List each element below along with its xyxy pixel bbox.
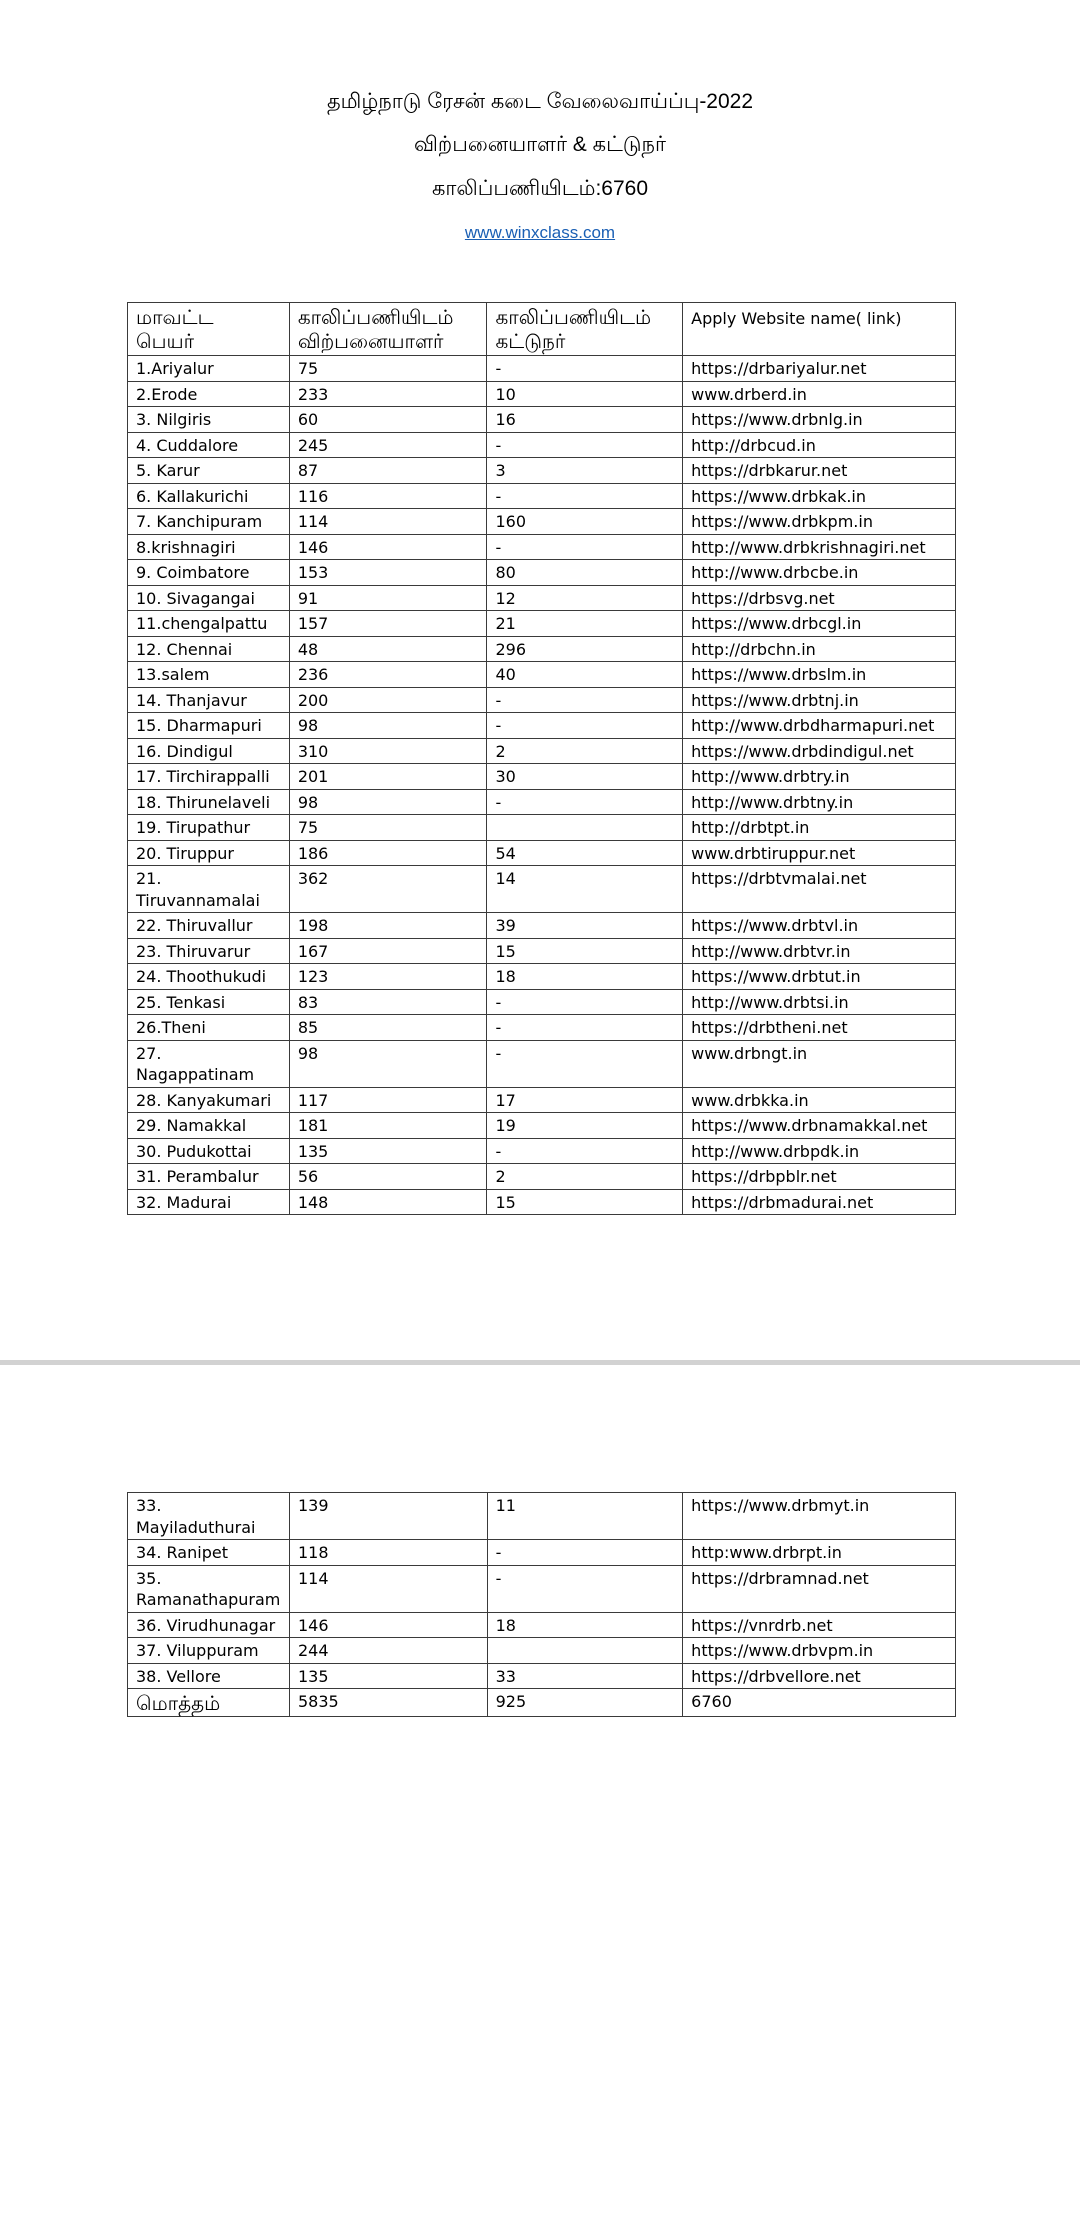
salesman-vacancies: 114 [289, 1565, 487, 1612]
district-name: 24. Thoothukudi [128, 964, 290, 990]
district-name: 36. Virudhunagar [128, 1612, 290, 1638]
salesman-vacancies: 123 [289, 964, 487, 990]
district-name: 34. Ranipet [128, 1540, 290, 1566]
table-row [128, 866, 956, 913]
apply-website-link[interactable]: https://www.drbdindigul.net [683, 738, 956, 764]
district-name: 11.chengalpattu [128, 611, 290, 637]
packer-vacancies: 40 [487, 662, 683, 688]
table-row [128, 687, 956, 713]
total-label: மொத்தம் [128, 1689, 290, 1717]
salesman-vacancies: 139 [289, 1493, 487, 1540]
apply-website-link[interactable]: https://www.drbkpm.in [683, 509, 956, 535]
district-name: 7. Kanchipuram [128, 509, 290, 535]
table-row [128, 662, 956, 688]
salesman-vacancies: 198 [289, 913, 487, 939]
apply-website-link[interactable]: https://drbramnad.net [683, 1565, 956, 1612]
district-name: 21. Tiruvannamalai [128, 866, 290, 913]
salesman-vacancies: 117 [289, 1087, 487, 1113]
apply-website-link[interactable]: http://www.drbkrishnagiri.net [683, 534, 956, 560]
salesman-vacancies: 186 [289, 840, 487, 866]
district-name: 38. Vellore [128, 1663, 290, 1689]
packer-vacancies: - [487, 1540, 683, 1566]
salesman-vacancies: 233 [289, 381, 487, 407]
apply-website-link[interactable]: https://www.drbnlg.in [683, 407, 956, 433]
salesman-vacancies: 167 [289, 938, 487, 964]
salesman-vacancies: 146 [289, 1612, 487, 1638]
district-name: 25. Tenkasi [128, 989, 290, 1015]
table-header-row [128, 303, 956, 356]
apply-website-link[interactable]: www.drbtiruppur.net [683, 840, 956, 866]
apply-website-link[interactable]: https://www.drbnamakkal.net [683, 1113, 956, 1139]
packer-vacancies: - [487, 789, 683, 815]
district-name: 4. Cuddalore [128, 432, 290, 458]
packer-vacancies: 54 [487, 840, 683, 866]
table-row [128, 840, 956, 866]
apply-website-link[interactable]: https://vnrdrb.net [683, 1612, 956, 1638]
apply-website-link[interactable]: https://drbtheni.net [683, 1015, 956, 1041]
table-row [128, 1087, 956, 1113]
table-row [128, 381, 956, 407]
apply-website-link[interactable]: http://www.drbtry.in [683, 764, 956, 790]
table-row [128, 636, 956, 662]
apply-website-link[interactable]: www.drbkka.in [683, 1087, 956, 1113]
table-row [128, 1493, 956, 1540]
table-row [128, 1540, 956, 1566]
salesman-vacancies: 60 [289, 407, 487, 433]
salesman-vacancies: 75 [289, 815, 487, 841]
total-row [128, 1689, 956, 1717]
salesman-vacancies: 85 [289, 1015, 487, 1041]
total-salesman: 5835 [289, 1689, 487, 1717]
column-header-salesman: காலிப்பணியிடம் விற்பனையாளர் [289, 303, 487, 356]
apply-website-link[interactable]: https://drbtvmalai.net [683, 866, 956, 913]
table-row [128, 1565, 956, 1612]
salesman-vacancies: 310 [289, 738, 487, 764]
packer-vacancies: 10 [487, 381, 683, 407]
packer-vacancies: 3 [487, 458, 683, 484]
district-name: 30. Pudukottai [128, 1138, 290, 1164]
table-row [128, 713, 956, 739]
salesman-vacancies: 118 [289, 1540, 487, 1566]
total-overall: 6760 [683, 1689, 956, 1717]
apply-website-link[interactable]: http://www.drbcbe.in [683, 560, 956, 586]
vacancy-count: காலிப்பணியிடம்:6760 [432, 177, 648, 200]
salesman-vacancies: 201 [289, 764, 487, 790]
apply-website-link[interactable]: https://drbpblr.net [683, 1164, 956, 1190]
apply-website-link[interactable]: http://www.drbpdk.in [683, 1138, 956, 1164]
salesman-vacancies: 244 [289, 1638, 487, 1664]
salesman-vacancies: 116 [289, 483, 487, 509]
district-name: 12. Chennai [128, 636, 290, 662]
apply-website-link[interactable]: www.drbngt.in [683, 1040, 956, 1087]
packer-vacancies: 14 [487, 866, 683, 913]
packer-vacancies: - [487, 989, 683, 1015]
salesman-vacancies: 48 [289, 636, 487, 662]
apply-website-link[interactable]: https://www.drbslm.in [683, 662, 956, 688]
district-name: 3. Nilgiris [128, 407, 290, 433]
document-subtitle: விற்பனையாளர் & கட்டுநர் [414, 133, 666, 156]
district-name: 37. Viluppuram [128, 1638, 290, 1664]
salesman-vacancies: 245 [289, 432, 487, 458]
packer-vacancies: - [487, 1565, 683, 1612]
district-name: 18. Thirunelaveli [128, 789, 290, 815]
table-row [128, 738, 956, 764]
district-name: 8.krishnagiri [128, 534, 290, 560]
district-name: 17. Tirchirappalli [128, 764, 290, 790]
table-row [128, 1015, 956, 1041]
salesman-vacancies: 135 [289, 1138, 487, 1164]
packer-vacancies: 17 [487, 1087, 683, 1113]
apply-website-link[interactable]: www.drberd.in [683, 381, 956, 407]
table-row [128, 534, 956, 560]
salesman-vacancies: 75 [289, 356, 487, 382]
district-name: 31. Perambalur [128, 1164, 290, 1190]
packer-vacancies: 12 [487, 585, 683, 611]
apply-website-link[interactable]: http://www.drbtvr.in [683, 938, 956, 964]
table-row [128, 964, 956, 990]
salesman-vacancies: 83 [289, 989, 487, 1015]
packer-vacancies: 19 [487, 1113, 683, 1139]
salesman-vacancies: 135 [289, 1663, 487, 1689]
apply-website-link[interactable]: https://www.drbtnj.in [683, 687, 956, 713]
document-page-2 [0, 1365, 1080, 2226]
district-name: 10. Sivagangai [128, 585, 290, 611]
district-name: 22. Thiruvallur [128, 913, 290, 939]
district-name: 28. Kanyakumari [128, 1087, 290, 1113]
packer-vacancies: 21 [487, 611, 683, 637]
packer-vacancies: - [487, 483, 683, 509]
column-header-website: Apply Website name( link) [683, 303, 956, 356]
packer-vacancies: 39 [487, 913, 683, 939]
table-row [128, 1113, 956, 1139]
packer-vacancies: - [487, 534, 683, 560]
packer-vacancies: 296 [487, 636, 683, 662]
salesman-vacancies: 56 [289, 1164, 487, 1190]
salesman-vacancies: 362 [289, 866, 487, 913]
apply-website-link[interactable]: http://www.drbtsi.in [683, 989, 956, 1015]
table-row [128, 611, 956, 637]
district-name: 23. Thiruvarur [128, 938, 290, 964]
packer-vacancies: 160 [487, 509, 683, 535]
apply-website-link[interactable]: https://www.drbvpm.in [683, 1638, 956, 1664]
packer-vacancies: - [487, 713, 683, 739]
table-row [128, 1164, 956, 1190]
table-row [128, 458, 956, 484]
packer-vacancies: 2 [487, 738, 683, 764]
district-name: 20. Tiruppur [128, 840, 290, 866]
district-name: 27. Nagappatinam [128, 1040, 290, 1087]
table-row [128, 913, 956, 939]
apply-website-link[interactable]: https://drbariyalur.net [683, 356, 956, 382]
packer-vacancies: - [487, 687, 683, 713]
table-row [128, 789, 956, 815]
table-row [128, 585, 956, 611]
salesman-vacancies: 200 [289, 687, 487, 713]
apply-website-link[interactable]: https://drbkarur.net [683, 458, 956, 484]
packer-vacancies: - [487, 1015, 683, 1041]
packer-vacancies: 18 [487, 1612, 683, 1638]
packer-vacancies [487, 1638, 683, 1664]
packer-vacancies: - [487, 356, 683, 382]
table-row [128, 989, 956, 1015]
salesman-vacancies: 98 [289, 1040, 487, 1087]
column-header-packer: காலிப்பணியிடம் கட்டுநர் [487, 303, 683, 356]
table-row [128, 764, 956, 790]
salesman-vacancies: 114 [289, 509, 487, 535]
apply-website-link[interactable]: https://www.drbcgl.in [683, 611, 956, 637]
packer-vacancies: 15 [487, 1189, 683, 1215]
table-row [128, 1138, 956, 1164]
district-name: 2.Erode [128, 381, 290, 407]
packer-vacancies: 15 [487, 938, 683, 964]
table-row [128, 815, 956, 841]
column-header-district: மாவட்ட பெயர் [128, 303, 290, 356]
table-body [128, 1493, 956, 1689]
salesman-vacancies: 91 [289, 585, 487, 611]
apply-website-link[interactable]: http:www.drbrpt.in [683, 1540, 956, 1566]
table-row [128, 407, 956, 433]
packer-vacancies: - [487, 432, 683, 458]
packer-vacancies: 30 [487, 764, 683, 790]
salesman-vacancies: 153 [289, 560, 487, 586]
apply-website-link[interactable]: https://drbsvg.net [683, 585, 956, 611]
packer-vacancies: 80 [487, 560, 683, 586]
document-title: தமிழ்நாடு ரேசன் கடை வேலைவாய்ப்பு-2022 [326, 90, 754, 113]
district-name: 32. Madurai [128, 1189, 290, 1215]
apply-website-link[interactable]: http://drbchn.in [683, 636, 956, 662]
table-body [128, 356, 956, 1215]
salesman-vacancies: 181 [289, 1113, 487, 1139]
salesman-vacancies: 236 [289, 662, 487, 688]
apply-website-link[interactable]: https://www.drbkak.in [683, 483, 956, 509]
district-name: 14. Thanjavur [128, 687, 290, 713]
apply-website-link[interactable]: http://drbcud.in [683, 432, 956, 458]
packer-vacancies: 11 [487, 1493, 683, 1540]
district-name: 13.salem [128, 662, 290, 688]
district-name: 26.Theni [128, 1015, 290, 1041]
table-row [128, 938, 956, 964]
website-link[interactable]: www.winxclass.com [464, 223, 616, 242]
district-name: 33. Mayiladuthurai [128, 1493, 290, 1540]
apply-website-link[interactable]: https://www.drbtut.in [683, 964, 956, 990]
packer-vacancies: - [487, 1040, 683, 1087]
table-row [128, 1040, 956, 1087]
packer-vacancies: 2 [487, 1164, 683, 1190]
district-name: 5. Karur [128, 458, 290, 484]
vacancy-table [127, 302, 956, 1215]
salesman-vacancies: 98 [289, 789, 487, 815]
salesman-vacancies: 98 [289, 713, 487, 739]
table-row [128, 432, 956, 458]
district-name: 16. Dindigul [128, 738, 290, 764]
apply-website-link[interactable]: http://drbtpt.in [683, 815, 956, 841]
district-name: 19. Tirupathur [128, 815, 290, 841]
packer-vacancies: - [487, 1138, 683, 1164]
salesman-vacancies: 87 [289, 458, 487, 484]
table-row [128, 1638, 956, 1664]
salesman-vacancies: 157 [289, 611, 487, 637]
apply-website-link[interactable]: http://www.drbtny.in [683, 789, 956, 815]
apply-website-link[interactable]: https://drbvellore.net [683, 1663, 956, 1689]
district-name: 15. Dharmapuri [128, 713, 290, 739]
packer-vacancies: 16 [487, 407, 683, 433]
salesman-vacancies: 146 [289, 534, 487, 560]
district-name: 9. Coimbatore [128, 560, 290, 586]
district-name: 6. Kallakurichi [128, 483, 290, 509]
salesman-vacancies: 148 [289, 1189, 487, 1215]
total-packer: 925 [487, 1689, 683, 1717]
vacancy-table-continued [127, 1492, 956, 1717]
apply-website-link[interactable]: http://www.drbdharmapuri.net [683, 713, 956, 739]
table-row [128, 560, 956, 586]
table-row [128, 1663, 956, 1689]
table-row [128, 483, 956, 509]
packer-vacancies: 33 [487, 1663, 683, 1689]
apply-website-link[interactable]: https://www.drbmyt.in [683, 1493, 956, 1540]
apply-website-link[interactable]: https://drbmadurai.net [683, 1189, 956, 1215]
packer-vacancies: 18 [487, 964, 683, 990]
district-name: 29. Namakkal [128, 1113, 290, 1139]
district-name: 35. Ramanathapuram [128, 1565, 290, 1612]
table-row [128, 1189, 956, 1215]
packer-vacancies [487, 815, 683, 841]
apply-website-link[interactable]: https://www.drbtvl.in [683, 913, 956, 939]
table-row [128, 509, 956, 535]
table-row [128, 1612, 956, 1638]
table-row [128, 356, 956, 382]
district-name: 1.Ariyalur [128, 356, 290, 382]
